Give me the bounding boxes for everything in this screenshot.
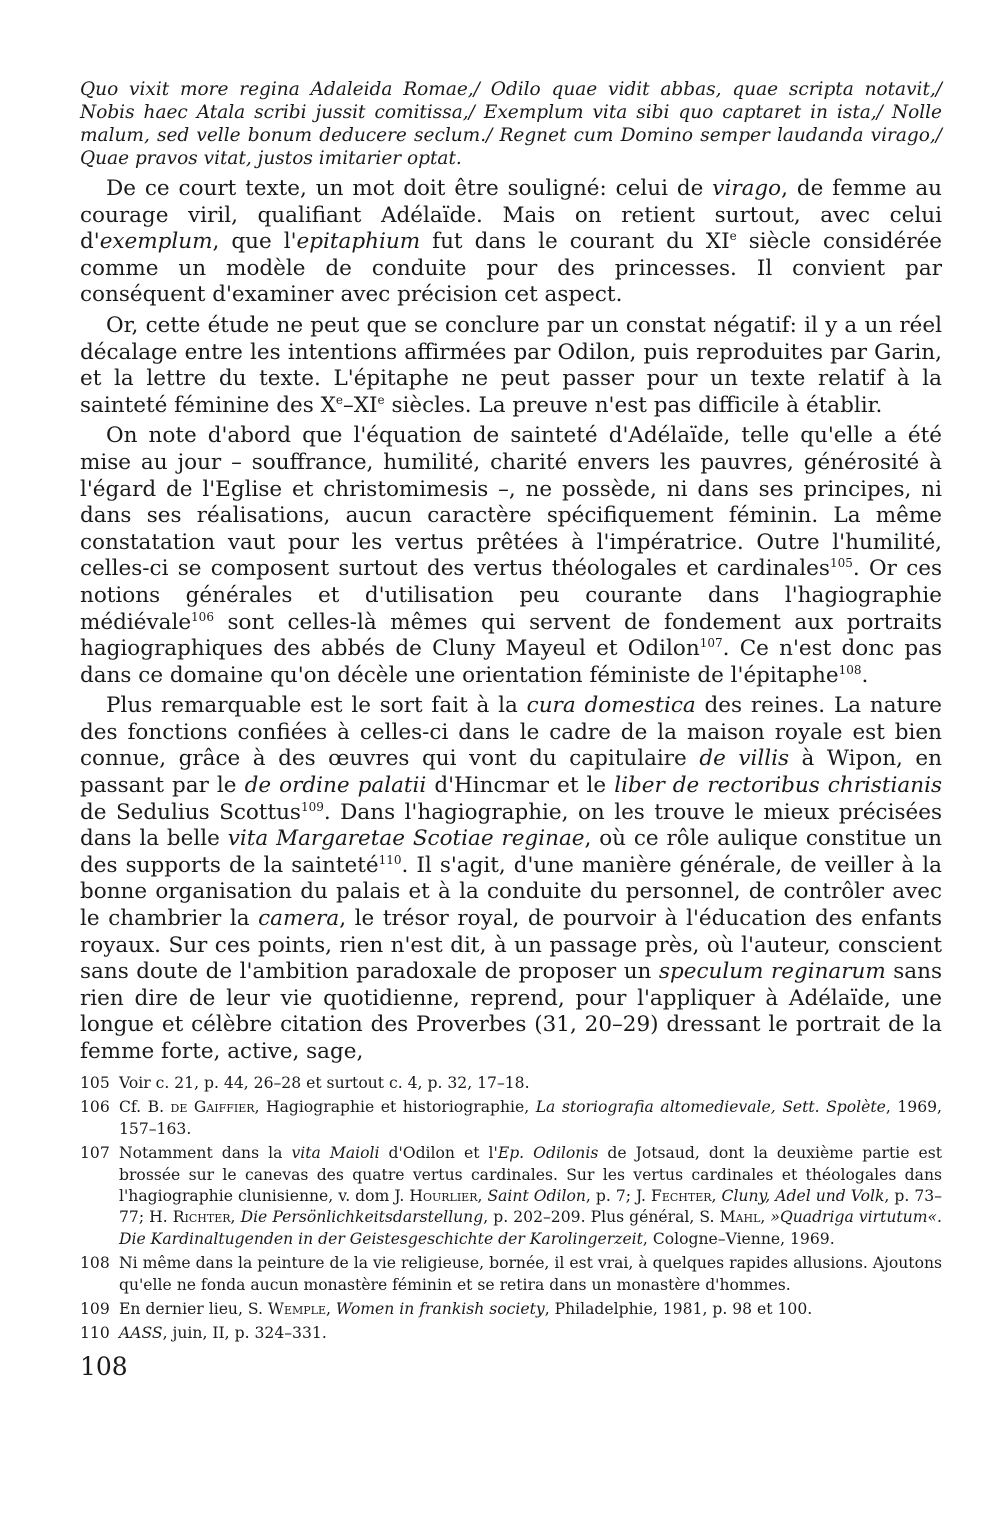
- body-text: [80, 176, 942, 1066]
- paragraph-2: [80, 313, 942, 419]
- text: Notamment dans la: [119, 1144, 292, 1163]
- footnote-number: 109: [80, 1300, 110, 1319]
- text: , Hagiographie et historiographie,: [254, 1098, 536, 1117]
- text: sont celles-là mêmes qui servent de fondement aux portraits hagiographiques des abbés de Cluny Mayeul et Odilon: [80, 609, 942, 662]
- italic-term: vita Margaretae Scotiae reginae: [227, 826, 585, 852]
- italic-term: camera: [258, 906, 340, 932]
- text: siècles. La preuve n'est pas difficile à établir.: [384, 392, 883, 418]
- footnote-ref-108[interactable]: 108: [838, 662, 862, 677]
- text: , 1969, 157–163.: [119, 1098, 942, 1138]
- text: En dernier lieu, S.: [119, 1300, 268, 1319]
- text: Ni même dans la peinture de la vie religieuse, bornée, il est vrai, à quelques rapides allusions. Ajoutons qu'elle ne fonda aucun monastère féminin et se retira dans un monastère d'hommes.: [119, 1254, 942, 1294]
- text: de Sedulius Scottus: [80, 799, 301, 825]
- italic-term: epitaphium: [296, 229, 421, 255]
- text: fut dans le courant du XI: [420, 229, 730, 255]
- footnote-text: [119, 1143, 942, 1250]
- footnote-number: 110: [80, 1324, 110, 1343]
- text: , de femme au courage viril, qualifiant Adélaïde. Mais on retient surtout, avec celui d': [80, 176, 942, 255]
- italic-term: exemplum: [99, 229, 213, 255]
- footnotes: [80, 1073, 942, 1348]
- footnote-text: [119, 1097, 942, 1140]
- text: , p. 73–77; H.: [119, 1187, 942, 1227]
- italic-title: Ep. Odilonis: [497, 1144, 599, 1163]
- text: On note d'abord que l'équation de sainteté d'Adélaïde, telle qu'elle a été mise au jour – souffrance, humilité, charité envers les pauvres, générosité à l'égard de l'Eglise et christomimesis –, ne possède, ni dans ses principes, ni dans ses réalisations, aucun caractère spécifiquement féminin. La même constatation vaut pour les vertus prêtées à l'impératrice. Outre l'humilité, celles-ci se composent surtout des vertus théologales et cardinales: [80, 423, 942, 582]
- author-name: de Gaiffier: [170, 1098, 255, 1117]
- italic-term: speculum reginarum: [658, 959, 886, 985]
- italic-title: Cluny, Adel und Volk: [721, 1187, 885, 1206]
- footnote-106: [80, 1097, 942, 1140]
- footnote-number: 108: [80, 1254, 110, 1273]
- footnote-number: 105: [80, 1074, 110, 1092]
- text: , Cologne–Vienne, 1969.: [642, 1229, 835, 1248]
- footnote-108: [80, 1253, 942, 1296]
- century-superscript: e: [377, 392, 385, 407]
- italic-title: vita Maioli: [291, 1144, 380, 1163]
- footnote-ref-105[interactable]: 105: [829, 556, 853, 571]
- text: Plus remarquable est le sort fait à la: [106, 693, 527, 719]
- text: de Jotsaud, dont la deuxième partie est brossée sur le canevas des quatre vertus cardinales. Sur les vertus cardinales et théologales dans l'hagiographie clunisienne, v. dom J.: [119, 1144, 942, 1206]
- paragraph-3: [80, 423, 942, 689]
- paragraph-4: [80, 693, 942, 1065]
- text: ,: [477, 1187, 488, 1206]
- text: , que l': [212, 229, 297, 255]
- text: , où ce rôle aulique constitue un des supports de la sainteté: [80, 826, 942, 878]
- text: , le trésor royal, de pourvoir à l'éducation des enfants royaux. Sur ces points, rien n'est dit, à un passage près, où l'auteur, conscient sans doute de l'ambition paradoxale de proposer un: [80, 906, 942, 985]
- footnote-text: [119, 1323, 942, 1344]
- paragraph-1: [80, 176, 942, 309]
- text: des reines. La nature des fonctions confiées à celles-ci dans le cadre de la maison royale est bien connue, grâce à des œuvres qui vont du capitulaire: [80, 693, 943, 772]
- text: d'Hincmar et le: [426, 773, 615, 799]
- footnote-ref-110[interactable]: 110: [378, 852, 402, 867]
- footnote-105: [80, 1073, 942, 1094]
- latin-epitaph-quote: Quo vixit more regina Adaleida Romae,/ Odilo quae vidit abbas, quae scripta notavit,/ Nobis haec Atala scribi jussit comitissa,/ Exemplum vita sibi quo captaret in ista,/ Nolle malum, sed velle bonum deducere seclum./ Regnet cum Domino semper laudanda virago,/ Quae pravos vitat, justos imitarier optat.: [80, 79, 942, 169]
- italic-title: Women in frankish society: [335, 1300, 545, 1319]
- text: , p. 202–209. Plus général, S.: [483, 1208, 720, 1227]
- text: , p. 7; J.: [585, 1187, 652, 1206]
- italic-title: »Quadriga virtutum«. Die Kardinaltugenden in der Geistesgeschichte der Karolingerzeit: [119, 1208, 942, 1248]
- footnote-text: [119, 1253, 942, 1296]
- author-name: Richter: [172, 1208, 231, 1227]
- text: . Ce n'est donc pas dans ce domaine qu'on décèle une orientation féministe de l'épitaphe: [80, 636, 942, 688]
- century-superscript: e: [729, 229, 737, 244]
- italic-title: Die Persönlichkeitsdarstellung: [240, 1208, 484, 1227]
- text: De ce court texte, un mot doit être souligné: celui de: [106, 176, 713, 201]
- text: à Wipon, en passant par le: [80, 746, 942, 799]
- footnote-number: 106: [80, 1098, 110, 1117]
- text: , Philadelphie, 1981, p. 98 et 100.: [544, 1300, 813, 1319]
- italic-term: liber de rectoribus christianis: [614, 773, 942, 799]
- text: –XI: [342, 392, 378, 418]
- text: . Il s'agit, d'une manière générale, de veiller à la bonne organisation du palais et à la conduite du personnel, de contrôler avec le chambrier la: [80, 852, 942, 932]
- footnote-ref-109[interactable]: 109: [300, 799, 324, 814]
- text: Or, cette étude ne peut que se conclure par un constat négatif: il y a un réel décalage entre les intentions affirmées par Odilon, puis reproduites par Garin, et la lettre du texte. L'épitaphe ne peut passer pour un texte relatif à la sainteté féminine des X: [80, 312, 942, 418]
- italic-title: AASS: [119, 1324, 163, 1343]
- italic-title: La storiografia altomedievale, Sett. Spolète: [535, 1098, 886, 1117]
- page-number: 108: [80, 1352, 128, 1381]
- century-superscript: e: [335, 392, 343, 407]
- text: . Or ces notions générales et d'utilisation peu courante dans l'hagiographie médiévale: [80, 556, 942, 635]
- footnote-text: [119, 1073, 942, 1094]
- italic-term: de ordine palatii: [244, 773, 427, 799]
- text: ,: [325, 1300, 336, 1319]
- text: ,: [711, 1187, 722, 1206]
- footnote-109: [80, 1299, 942, 1320]
- text: . Dans l'hagiographie, on les trouve le mieux précisées dans la belle: [80, 799, 942, 852]
- footnote-ref-106[interactable]: 106: [191, 609, 214, 624]
- text: Cf. B.: [119, 1098, 171, 1117]
- footnote-number: 107: [80, 1144, 110, 1163]
- italic-term: virago: [712, 176, 782, 201]
- author-name: Wemple: [267, 1300, 326, 1319]
- text: ,: [760, 1208, 771, 1227]
- footnote-ref-107[interactable]: 107: [699, 635, 723, 650]
- text: Voir c. 21, p. 44, 26–28 et surtout c. 4, p. 32, 17–18.: [119, 1074, 530, 1092]
- text: ,: [230, 1208, 241, 1227]
- italic-title: Saint Odilon: [487, 1187, 586, 1206]
- author-name: Hourlier: [409, 1187, 478, 1206]
- text: sans rien dire de leur vie quotidienne, reprend, pour l'appliquer à Adélaïde, une longue et célèbre citation des Proverbes (31, 20–29) dressant le portrait de la femme forte, active, sage,: [80, 959, 942, 1064]
- text: , juin, II, p. 324–331.: [162, 1324, 327, 1343]
- text: d'Odilon et l': [379, 1144, 498, 1163]
- text: siècle considérée comme un modèle de conduite pour des princesses. Il convient par conséquent d'examiner avec précision cet aspect.: [80, 229, 942, 308]
- author-name: Fechter: [651, 1187, 712, 1206]
- footnote-110: [80, 1323, 942, 1344]
- main-text-block: [80, 78, 942, 1066]
- footnote-107: [80, 1143, 942, 1250]
- author-name: Mahl: [719, 1208, 761, 1227]
- text: .: [861, 662, 869, 688]
- italic-term: cura domestica: [526, 693, 696, 719]
- footnote-text: [119, 1299, 942, 1320]
- italic-term: de villis: [699, 746, 790, 772]
